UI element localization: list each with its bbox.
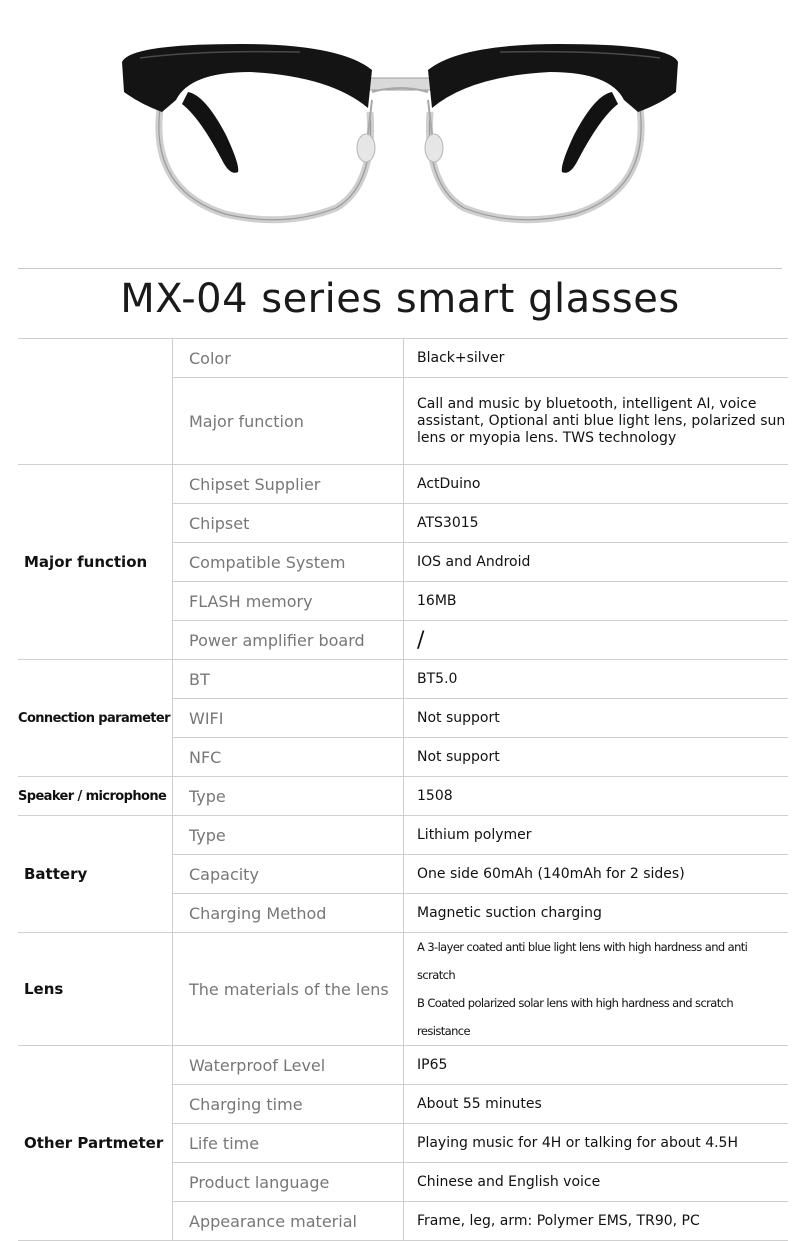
smart-glasses-illustration	[0, 0, 800, 260]
product-image	[0, 0, 800, 260]
spec-label: Product language	[173, 1163, 404, 1202]
table-row	[18, 1046, 788, 1085]
spec-value: IP65	[404, 1046, 789, 1085]
spec-label: Charging time	[173, 1085, 404, 1124]
spec-label: Chipset Supplier	[173, 465, 404, 504]
spec-value: Not support	[404, 699, 789, 738]
spec-label: Charging Method	[173, 894, 404, 933]
spec-value: BT5.0	[404, 660, 789, 699]
group-label-speaker: Speaker / microphone	[18, 777, 173, 816]
spec-value: Playing music for 4H or talking for about 4.5H	[404, 1124, 789, 1163]
table-row	[18, 465, 788, 504]
spec-label: Major function	[173, 378, 404, 465]
spec-label: Chipset	[173, 504, 404, 543]
spec-label: Capacity	[173, 855, 404, 894]
spec-table	[18, 338, 788, 1241]
spec-label: WIFI	[173, 699, 404, 738]
group-cell-empty	[18, 339, 173, 465]
spec-value: Call and music by bluetooth, intelligent AI, voice assistant, Optional anti blue light lens, polarized sun lens or myopia lens. TWS technology	[404, 378, 789, 465]
spec-label: Waterproof Level	[173, 1046, 404, 1085]
spec-label: Type	[173, 777, 404, 816]
group-label-lens: Lens	[18, 933, 173, 1046]
top-divider	[18, 268, 782, 269]
group-label-major: Major function	[18, 465, 173, 660]
spec-value: About 55 minutes	[404, 1085, 789, 1124]
spec-value: Lithium polymer	[404, 816, 789, 855]
table-row	[18, 339, 788, 378]
spec-label: Appearance material	[173, 1202, 404, 1241]
group-label-connection: Connection parameter	[18, 660, 173, 777]
spec-value: Black+silver	[404, 339, 789, 378]
spec-label: The materials of the lens	[173, 933, 404, 1046]
spec-value: Not support	[404, 738, 789, 777]
spec-value: One side 60mAh (140mAh for 2 sides)	[404, 855, 789, 894]
table-row	[18, 816, 788, 855]
spec-value: /	[404, 621, 789, 660]
spec-value: Magnetic suction charging	[404, 894, 789, 933]
table-row	[18, 660, 788, 699]
group-label-other: Other Partmeter	[18, 1046, 173, 1241]
spec-label: BT	[173, 660, 404, 699]
spec-label: FLASH memory	[173, 582, 404, 621]
spec-value: IOS and Android	[404, 543, 789, 582]
spec-value-lens	[404, 933, 789, 1046]
spec-value: Frame, leg, arm: Polymer EMS, TR90, PC	[404, 1202, 789, 1241]
spec-value: ATS3015	[404, 504, 789, 543]
table-row	[18, 777, 788, 816]
spec-label: Power amplifier board	[173, 621, 404, 660]
page-title: MX-04 series smart glasses	[120, 276, 680, 322]
spec-label: Compatible System	[173, 543, 404, 582]
group-label-battery: Battery	[18, 816, 173, 933]
spec-label: NFC	[173, 738, 404, 777]
lens-option-a: A 3-layer coated anti blue light lens with high hardness and anti scratch	[417, 940, 748, 982]
spec-value: 16MB	[404, 582, 789, 621]
spec-value: ActDuino	[404, 465, 789, 504]
spec-label: Life time	[173, 1124, 404, 1163]
spec-value: Chinese and English voice	[404, 1163, 789, 1202]
spec-label: Color	[173, 339, 404, 378]
table-row	[18, 933, 788, 1046]
lens-option-b: B Coated polarized solar lens with high hardness and scratch resistance	[417, 996, 734, 1038]
spec-value: 1508	[404, 777, 789, 816]
spec-label: Type	[173, 816, 404, 855]
